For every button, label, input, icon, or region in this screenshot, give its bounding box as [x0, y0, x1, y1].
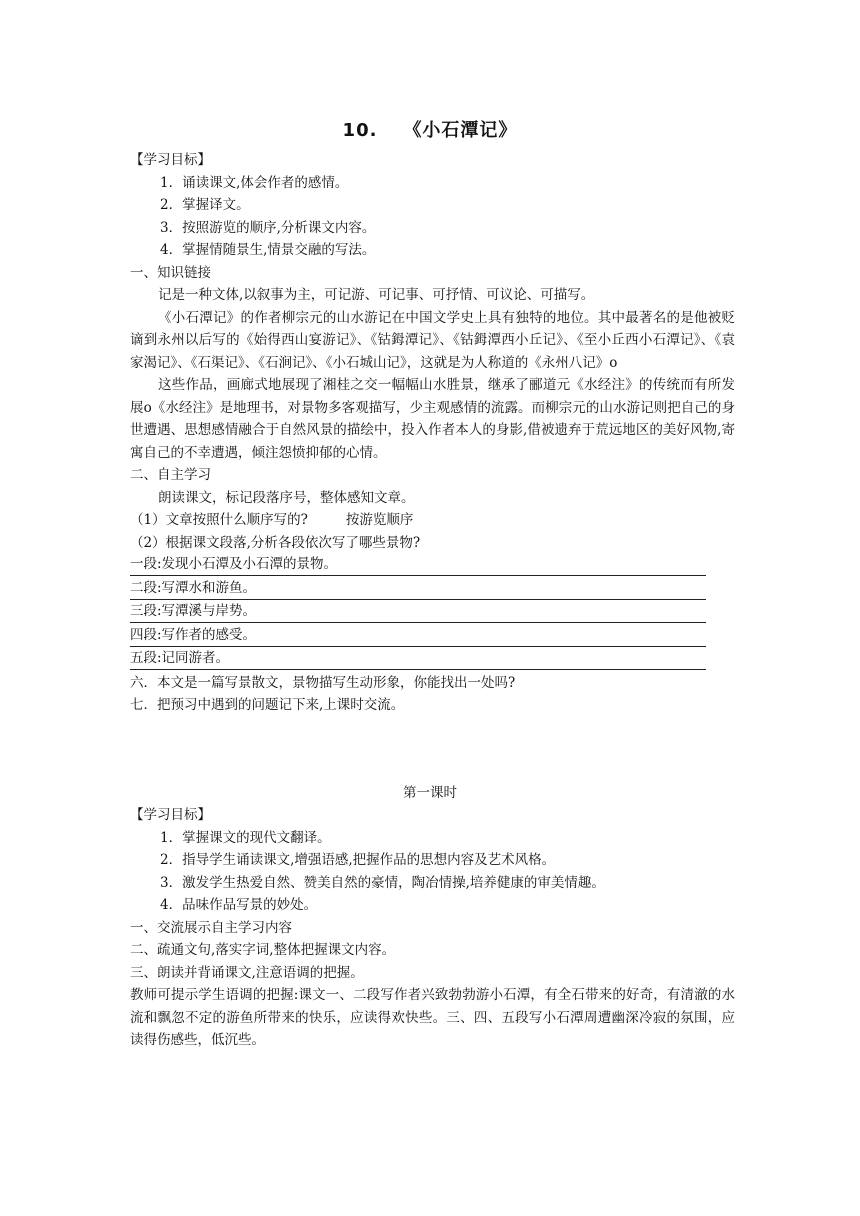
question-2: （2）根据课文段落,分析各段依次写了哪些景物?: [130, 534, 421, 551]
question-6: 六．本文是一篇写景散文，景物描写生动形象，你能找出一处吗?: [130, 674, 516, 691]
segment-answer-line: 二段:写潭水和游鱼。: [130, 578, 706, 600]
segment-answer-line: 五段:记同游者。: [130, 648, 706, 670]
objective-item: 1．掌握课文的现代文翻译。: [160, 829, 331, 846]
objective-item: 2．掌握译文。: [160, 197, 250, 213]
objectives-heading: 【学习目标】: [130, 152, 211, 168]
paragraph: 这些作品，画廊式地展现了湘桂之交一幅幅山水胜景，继承了郦道元《水经注》的传统而有所发展o《水经注》是地理书，对景物多客观描写，少主观感情的流露。而柳宗元的山水游记则把自己的身世遭遇、思想感情融合于自然风景的描绘中，投入作者本人的身影,借被遗弃于荒远地区的美好风物,寄寓自己的不幸遭遇，倾注怨愤抑郁的心情。: [130, 377, 735, 461]
title-text: 《小石潭记》: [403, 120, 518, 141]
question-7: 七．把预习中遇到的问题记下来,上课时交流。: [130, 697, 405, 713]
paragraph: 《小石潭记》的作者柳宗元的山水游记在中国文学史上具有独特的地位。其中最著名的是他被贬谪到永州以后写的《始得西山宴游记》、《钴鉧潭记》、《钴鉧潭西小丘记》、《至小丘西小石潭记》、《袁家渴记》、《石渠记》、《石涧记》、《小石城山记》，这就是为人称道的《永州八记》o: [130, 309, 735, 371]
paragraph: 记是一种文体,以叙事为主，可记游、可记事、可抒情、可议论、可描写。: [158, 287, 595, 303]
step-item: 一、交流展示自主学习内容: [130, 919, 292, 936]
part1-section: [130, 149, 735, 717]
segment-answer-line: 四段:写作者的感受。: [130, 625, 706, 647]
objective-item: 4．掌握情随景生,情景交融的写法。: [160, 242, 376, 258]
lesson-label: 第一课时: [403, 785, 457, 801]
objective-item: 2．指导学生诵读课文,增强语感,把握作品的思想内容及艺术风格。: [160, 852, 556, 868]
question-1: [130, 509, 735, 532]
question-1-label: （1）文章按照什么顺序写的?: [130, 512, 308, 528]
part2-section: [130, 804, 735, 1052]
section-heading-self-study: 二、自主学习: [130, 467, 211, 483]
question-1-answer: 按游览顺序: [345, 512, 414, 528]
section-heading-knowledge: 一、知识链接: [130, 264, 211, 281]
objective-item: 1．诵读课文,体会作者的感情。: [160, 174, 349, 191]
step-item: 二、疏通文句,落实字词,整体把握课文内容。: [130, 942, 396, 958]
document-title: [0, 116, 860, 142]
objective-item: 4．品味作品写景的妙处。: [160, 897, 318, 913]
objective-item: 3．按照游览的顺序,分析课文内容。: [160, 219, 376, 236]
segment-answer-line: 一段:发现小石潭及小石潭的景物。: [130, 554, 706, 576]
segment-answer-line: 三段:写潭溪与岸势。: [130, 601, 706, 623]
paragraph: 朗读课文，标记段落序号，整体感知文章。: [158, 489, 415, 506]
objectives-heading: 【学习目标】: [130, 807, 211, 823]
teacher-note: 教师可提示学生语调的把握:课文一、二段写作者兴致勃勃游小石潭，有全石带来的好奇，有清澈的水流和飘忽不定的游鱼所带来的快乐，应读得欢快些。三、四、五段写小石潭周遭幽深冷寂的氛围，应读得伤感些，低沉些。: [130, 987, 735, 1048]
step-item: 三、朗读并背诵课文,注意语调的把握。: [130, 964, 364, 981]
objective-item: 3．激发学生热爱自然、赞美自然的豪情，陶冶情操,培养健康的审美情趣。: [160, 874, 605, 891]
title-number: 10.: [342, 120, 378, 141]
